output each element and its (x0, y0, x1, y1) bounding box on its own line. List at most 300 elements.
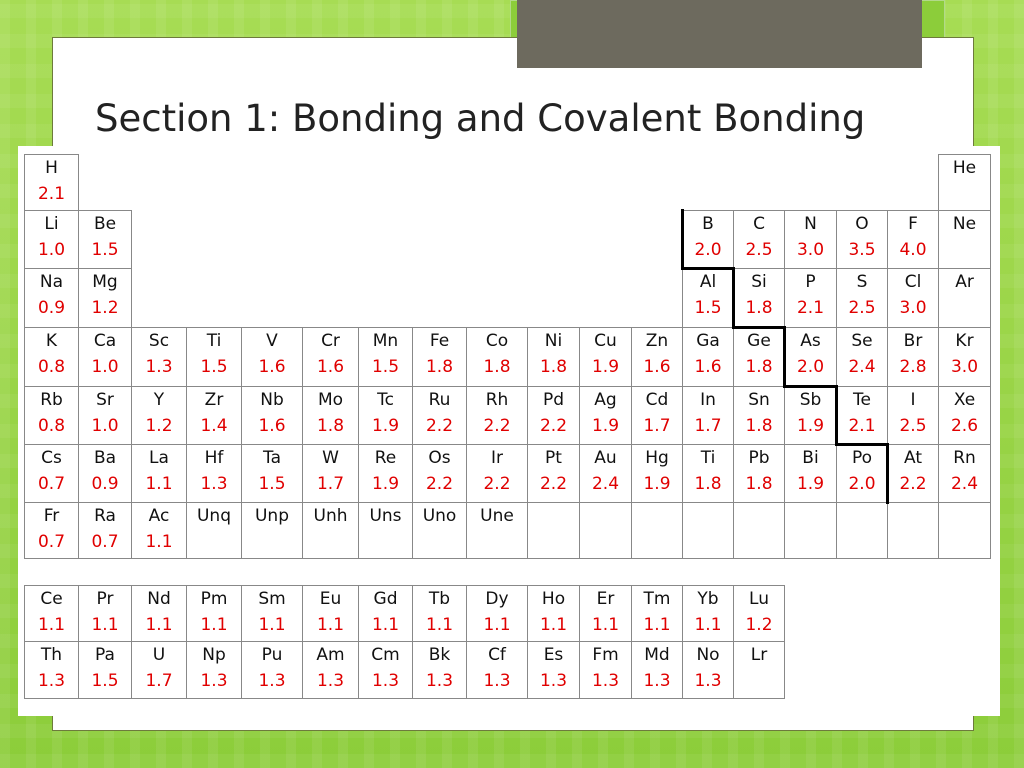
electronegativity-value: 1.6 (258, 416, 286, 436)
element-symbol: Ru (428, 390, 451, 410)
electronegativity-value: 1.1 (200, 615, 228, 635)
element-cell-kr (938, 327, 991, 387)
electronegativity-value: 1.1 (145, 532, 173, 552)
element-symbol: V (266, 331, 278, 351)
element-symbol: Lr (750, 645, 768, 665)
element-cell-al (682, 268, 734, 328)
slide-title: Section 1: Bonding and Covalent Bonding (95, 97, 866, 140)
electronegativity-value: 2.4 (591, 474, 620, 494)
element-symbol: Sc (148, 331, 170, 351)
element-cell-empty (784, 502, 837, 559)
element-cell-v (241, 327, 303, 387)
electronegativity-value: 3.0 (796, 240, 825, 260)
element-cell-tc (358, 386, 413, 445)
element-cell-hg (631, 444, 683, 503)
element-cell-lr (733, 641, 785, 699)
electronegativity-value: 1.1 (483, 615, 511, 635)
element-symbol: W (322, 448, 339, 468)
element-symbol: Une (480, 506, 514, 526)
element-symbol: Lu (749, 589, 769, 609)
element-cell-tb (412, 585, 467, 642)
element-cell-ac (131, 502, 187, 559)
element-symbol: Uns (369, 506, 402, 526)
element-cell-dy (466, 585, 528, 642)
element-symbol: Pd (542, 390, 565, 410)
element-symbol: Ne (952, 214, 977, 234)
electronegativity-value: 1.3 (258, 671, 286, 691)
element-cell-mg (78, 268, 132, 328)
element-symbol: I (910, 390, 916, 410)
electronegativity-value: 0.9 (37, 298, 66, 318)
element-cell-empty (682, 502, 734, 559)
electronegativity-value: 2.0 (694, 240, 722, 260)
element-cell-pb (733, 444, 785, 503)
element-symbol: Fe (429, 331, 450, 351)
element-cell-unp (241, 502, 303, 559)
electronegativity-value: 1.9 (643, 474, 671, 494)
electronegativity-value: 1.4 (200, 416, 228, 436)
electronegativity-value: 2.0 (796, 357, 825, 377)
element-cell-lu (733, 585, 785, 642)
element-cell-po (836, 444, 888, 503)
element-symbol: Rb (40, 390, 63, 410)
element-symbol: In (700, 390, 716, 410)
electronegativity-value: 3.0 (899, 298, 927, 318)
element-cell-sb (784, 386, 837, 445)
element-cell-no (682, 641, 734, 699)
element-symbol: Cl (904, 272, 922, 292)
electronegativity-value: 1.3 (316, 671, 345, 691)
electronegativity-value: 1.3 (425, 671, 454, 691)
element-symbol: O (855, 214, 869, 234)
element-cell-i (887, 386, 939, 445)
element-symbol: C (753, 214, 765, 234)
electronegativity-value: 1.8 (694, 474, 722, 494)
electronegativity-value: 2.6 (950, 416, 979, 436)
element-symbol: Co (485, 331, 509, 351)
element-cell-h (24, 154, 79, 211)
electronegativity-value: 1.8 (745, 298, 773, 318)
element-cell-am (302, 641, 359, 699)
electronegativity-value: 1.6 (316, 357, 345, 377)
electronegativity-value: 1.7 (643, 416, 671, 436)
element-symbol: Cf (488, 645, 506, 665)
element-cell-ge (733, 327, 785, 387)
element-cell-ce (24, 585, 79, 642)
element-symbol: Uno (422, 506, 457, 526)
element-symbol: Sn (748, 390, 770, 410)
element-cell-xe (938, 386, 991, 445)
element-cell-y (131, 386, 187, 445)
element-symbol: Unh (313, 506, 348, 526)
element-symbol: Na (39, 272, 64, 292)
electronegativity-value: 2.2 (899, 474, 927, 494)
electronegativity-value: 0.8 (37, 357, 66, 377)
element-cell-empty (631, 502, 683, 559)
element-symbol: Au (594, 448, 617, 468)
electronegativity-value: 1.1 (591, 615, 620, 635)
element-cell-at (887, 444, 939, 503)
element-symbol: Pa (95, 645, 115, 665)
element-symbol: Pu (261, 645, 283, 665)
element-symbol: Mg (92, 272, 118, 292)
electronegativity-value: 1.6 (694, 357, 722, 377)
element-symbol: Te (853, 390, 871, 410)
electronegativity-value: 1.9 (796, 474, 825, 494)
element-cell-p (784, 268, 837, 328)
element-cell-ni (527, 327, 580, 387)
element-cell-sm (241, 585, 303, 642)
element-cell-o (836, 210, 888, 269)
electronegativity-value: 0.7 (91, 532, 119, 552)
element-cell-s (836, 268, 888, 328)
electronegativity-value: 1.0 (91, 357, 119, 377)
element-symbol: Ra (94, 506, 116, 526)
element-symbol: Cu (594, 331, 617, 351)
element-cell-la (131, 444, 187, 503)
element-cell-sn (733, 386, 785, 445)
element-symbol: Rh (485, 390, 509, 410)
electronegativity-value: 1.3 (200, 671, 228, 691)
element-cell-bk (412, 641, 467, 699)
element-symbol: Ti (700, 448, 716, 468)
electronegativity-value: 1.1 (91, 615, 119, 635)
element-cell-u (131, 641, 187, 699)
electronegativity-value: 1.5 (91, 240, 119, 260)
element-cell-ga (682, 327, 734, 387)
element-cell-er (579, 585, 632, 642)
element-symbol: Cr (321, 331, 340, 351)
electronegativity-value: 1.0 (37, 240, 66, 260)
electronegativity-value: 1.5 (694, 298, 722, 318)
element-cell-cs (24, 444, 79, 503)
element-cell-pa (78, 641, 132, 699)
element-symbol: As (800, 331, 821, 351)
element-cell-empty (579, 502, 632, 559)
element-symbol: Pt (545, 448, 562, 468)
element-cell-ne (938, 210, 991, 269)
metalloid-staircase-line (681, 209, 684, 270)
element-symbol: Nb (260, 390, 284, 410)
element-symbol: Hf (204, 448, 224, 468)
element-cell-nd (131, 585, 187, 642)
element-cell-cd (631, 386, 683, 445)
element-cell-md (631, 641, 683, 699)
element-cell-ho (527, 585, 580, 642)
element-cell-pt (527, 444, 580, 503)
element-cell-cl (887, 268, 939, 328)
electronegativity-value: 0.7 (37, 474, 66, 494)
element-symbol: Ta (263, 448, 281, 468)
element-cell-cu (579, 327, 632, 387)
element-symbol: No (696, 645, 720, 665)
element-symbol: Ni (544, 331, 563, 351)
element-symbol: Hg (645, 448, 669, 468)
element-symbol: Tc (377, 390, 394, 410)
metalloid-staircase-line (681, 267, 735, 270)
element-symbol: Eu (319, 589, 342, 609)
element-cell-es (527, 641, 580, 699)
element-symbol: Xe (953, 390, 976, 410)
element-cell-c (733, 210, 785, 269)
element-symbol: Ti (206, 331, 222, 351)
electronegativity-value: 2.5 (899, 416, 927, 436)
element-cell-unh (302, 502, 359, 559)
element-symbol: Yb (697, 589, 719, 609)
element-cell-co (466, 327, 528, 387)
element-cell-rh (466, 386, 528, 445)
element-symbol: Md (644, 645, 670, 665)
element-symbol: S (856, 272, 868, 292)
element-symbol: Bk (428, 645, 451, 665)
element-symbol: Se (851, 331, 873, 351)
element-symbol: Bi (802, 448, 819, 468)
electronegativity-value: 1.2 (745, 615, 773, 635)
element-symbol: Am (316, 645, 345, 665)
element-cell-zr (186, 386, 242, 445)
electronegativity-value: 1.5 (91, 671, 119, 691)
electronegativity-value: 0.7 (37, 532, 66, 552)
electronegativity-value: 1.3 (145, 357, 173, 377)
element-cell-au (579, 444, 632, 503)
electronegativity-value: 3.0 (950, 357, 979, 377)
metalloid-staircase-line (835, 443, 889, 446)
electronegativity-value: 2.2 (483, 416, 511, 436)
element-symbol: Ar (955, 272, 974, 292)
electronegativity-value: 1.1 (643, 615, 671, 635)
electronegativity-value: 1.8 (745, 357, 773, 377)
electronegativity-value: 2.2 (483, 474, 511, 494)
metalloid-staircase-line (835, 385, 838, 446)
element-symbol: F (908, 214, 918, 234)
element-symbol: At (904, 448, 922, 468)
electronegativity-value: 2.0 (848, 474, 876, 494)
element-symbol: Unp (254, 506, 289, 526)
electronegativity-value: 3.5 (848, 240, 876, 260)
electronegativity-value: 1.1 (371, 615, 400, 635)
element-cell-li (24, 210, 79, 269)
element-symbol: Np (202, 645, 226, 665)
element-symbol: Tm (643, 589, 671, 609)
electronegativity-value: 2.2 (539, 416, 568, 436)
electronegativity-value: 1.2 (145, 416, 173, 436)
electronegativity-value: 1.7 (145, 671, 173, 691)
electronegativity-value: 1.3 (539, 671, 568, 691)
electronegativity-value: 2.2 (425, 416, 454, 436)
element-cell-ti (186, 327, 242, 387)
element-symbol: Fr (43, 506, 60, 526)
electronegativity-value: 2.4 (848, 357, 876, 377)
element-cell-empty (938, 502, 991, 559)
element-cell-os (412, 444, 467, 503)
element-symbol: Ag (594, 390, 617, 410)
electronegativity-value: 1.8 (539, 357, 568, 377)
electronegativity-value: 1.1 (145, 474, 173, 494)
element-symbol: Sb (799, 390, 822, 410)
element-symbol: Gd (373, 589, 398, 609)
element-symbol: Si (751, 272, 767, 292)
metalloid-staircase-line (783, 385, 838, 388)
element-cell-fm (579, 641, 632, 699)
element-symbol: Ac (148, 506, 170, 526)
element-symbol: Mo (317, 390, 344, 410)
element-cell-unq (186, 502, 242, 559)
element-cell-k (24, 327, 79, 387)
electronegativity-value: 2.2 (539, 474, 568, 494)
element-cell-se (836, 327, 888, 387)
element-cell-uns (358, 502, 413, 559)
element-symbol: Nd (147, 589, 171, 609)
electronegativity-value: 1.3 (591, 671, 620, 691)
element-cell-np (186, 641, 242, 699)
element-symbol: K (45, 331, 58, 351)
electronegativity-value: 1.7 (316, 474, 345, 494)
element-cell-fr (24, 502, 79, 559)
element-symbol: Ge (747, 331, 771, 351)
element-cell-empty (836, 502, 888, 559)
electronegativity-value: 1.8 (745, 416, 773, 436)
electronegativity-value: 1.1 (425, 615, 454, 635)
element-cell-ba (78, 444, 132, 503)
element-cell-mo (302, 386, 359, 445)
electronegativity-value: 2.1 (796, 298, 825, 318)
element-cell-empty (527, 502, 580, 559)
element-cell-th (24, 641, 79, 699)
element-cell-ti (682, 444, 734, 503)
electronegativity-value: 1.3 (37, 671, 66, 691)
element-cell-empty (733, 502, 785, 559)
element-symbol: Cs (41, 448, 62, 468)
element-symbol: U (152, 645, 166, 665)
element-cell-hf (186, 444, 242, 503)
electronegativity-value: 1.1 (145, 615, 173, 635)
element-cell-n (784, 210, 837, 269)
element-cell-pu (241, 641, 303, 699)
electronegativity-value: 1.7 (694, 416, 722, 436)
element-cell-mn (358, 327, 413, 387)
element-symbol: Cm (371, 645, 400, 665)
element-cell-na (24, 268, 79, 328)
element-cell-zn (631, 327, 683, 387)
element-cell-gd (358, 585, 413, 642)
electronegativity-value: 1.6 (643, 357, 671, 377)
element-cell-cf (466, 641, 528, 699)
element-cell-bi (784, 444, 837, 503)
electronegativity-value: 2.1 (37, 184, 66, 204)
metalloid-staircase-line (783, 326, 786, 388)
element-symbol: Fm (592, 645, 619, 665)
element-symbol: Al (699, 272, 717, 292)
element-cell-re (358, 444, 413, 503)
electronegativity-value: 1.9 (591, 357, 620, 377)
electronegativity-value: 4.0 (899, 240, 927, 260)
electronegativity-value: 2.8 (899, 357, 927, 377)
element-symbol: B (702, 214, 714, 234)
element-cell-empty (887, 502, 939, 559)
element-cell-une (466, 502, 528, 559)
electronegativity-value: 1.5 (258, 474, 286, 494)
electronegativity-value: 1.9 (371, 416, 400, 436)
element-cell-ta (241, 444, 303, 503)
element-symbol: Zr (204, 390, 224, 410)
electronegativity-value: 2.5 (745, 240, 773, 260)
element-cell-sr (78, 386, 132, 445)
electronegativity-value: 1.1 (258, 615, 286, 635)
electronegativity-value: 1.6 (258, 357, 286, 377)
electronegativity-value: 1.2 (91, 298, 119, 318)
element-symbol: Cd (645, 390, 669, 410)
element-cell-ag (579, 386, 632, 445)
electronegativity-value: 0.9 (91, 474, 119, 494)
element-cell-pr (78, 585, 132, 642)
element-symbol: He (952, 158, 977, 178)
element-symbol: Li (44, 214, 59, 234)
element-symbol: Pr (96, 589, 114, 609)
element-cell-sc (131, 327, 187, 387)
element-cell-br (887, 327, 939, 387)
electronegativity-value: 1.3 (643, 671, 671, 691)
element-cell-fe (412, 327, 467, 387)
electronegativity-value: 1.8 (483, 357, 511, 377)
electronegativity-value: 1.8 (425, 357, 454, 377)
element-symbol: Po (851, 448, 873, 468)
electronegativity-value: 1.1 (694, 615, 722, 635)
element-symbol: Er (596, 589, 615, 609)
element-symbol: Ba (93, 448, 117, 468)
metalloid-staircase-line (886, 443, 889, 504)
element-symbol: Y (153, 390, 165, 410)
element-symbol: Kr (955, 331, 974, 351)
element-cell-pd (527, 386, 580, 445)
electronegativity-value: 1.3 (483, 671, 511, 691)
electronegativity-value: 1.1 (37, 615, 66, 635)
element-cell-cr (302, 327, 359, 387)
electronegativity-value: 1.1 (539, 615, 568, 635)
element-symbol: N (804, 214, 817, 234)
element-cell-ir (466, 444, 528, 503)
element-cell-tm (631, 585, 683, 642)
element-cell-rn (938, 444, 991, 503)
element-cell-nb (241, 386, 303, 445)
metalloid-staircase-line (732, 267, 735, 329)
metalloid-staircase-line (732, 326, 786, 329)
element-symbol: Ga (696, 331, 720, 351)
element-symbol: Re (374, 448, 397, 468)
element-cell-ar (938, 268, 991, 328)
element-symbol: Ir (490, 448, 503, 468)
electronegativity-value: 1.8 (316, 416, 345, 436)
element-symbol: P (805, 272, 816, 292)
element-symbol: Sr (96, 390, 114, 410)
element-cell-uno (412, 502, 467, 559)
element-symbol: Sm (258, 589, 286, 609)
element-cell-f (887, 210, 939, 269)
electronegativity-value: 1.1 (316, 615, 345, 635)
element-cell-eu (302, 585, 359, 642)
element-cell-yb (682, 585, 734, 642)
element-symbol: Unq (196, 506, 231, 526)
element-symbol: La (149, 448, 169, 468)
electronegativity-value: 0.8 (37, 416, 66, 436)
element-cell-pm (186, 585, 242, 642)
element-symbol: Dy (485, 589, 509, 609)
element-symbol: Br (903, 331, 923, 351)
electronegativity-value: 1.3 (694, 671, 722, 691)
element-symbol: Ca (93, 331, 117, 351)
element-symbol: Pm (200, 589, 228, 609)
electronegativity-value: 2.1 (848, 416, 876, 436)
element-symbol: Es (543, 645, 564, 665)
